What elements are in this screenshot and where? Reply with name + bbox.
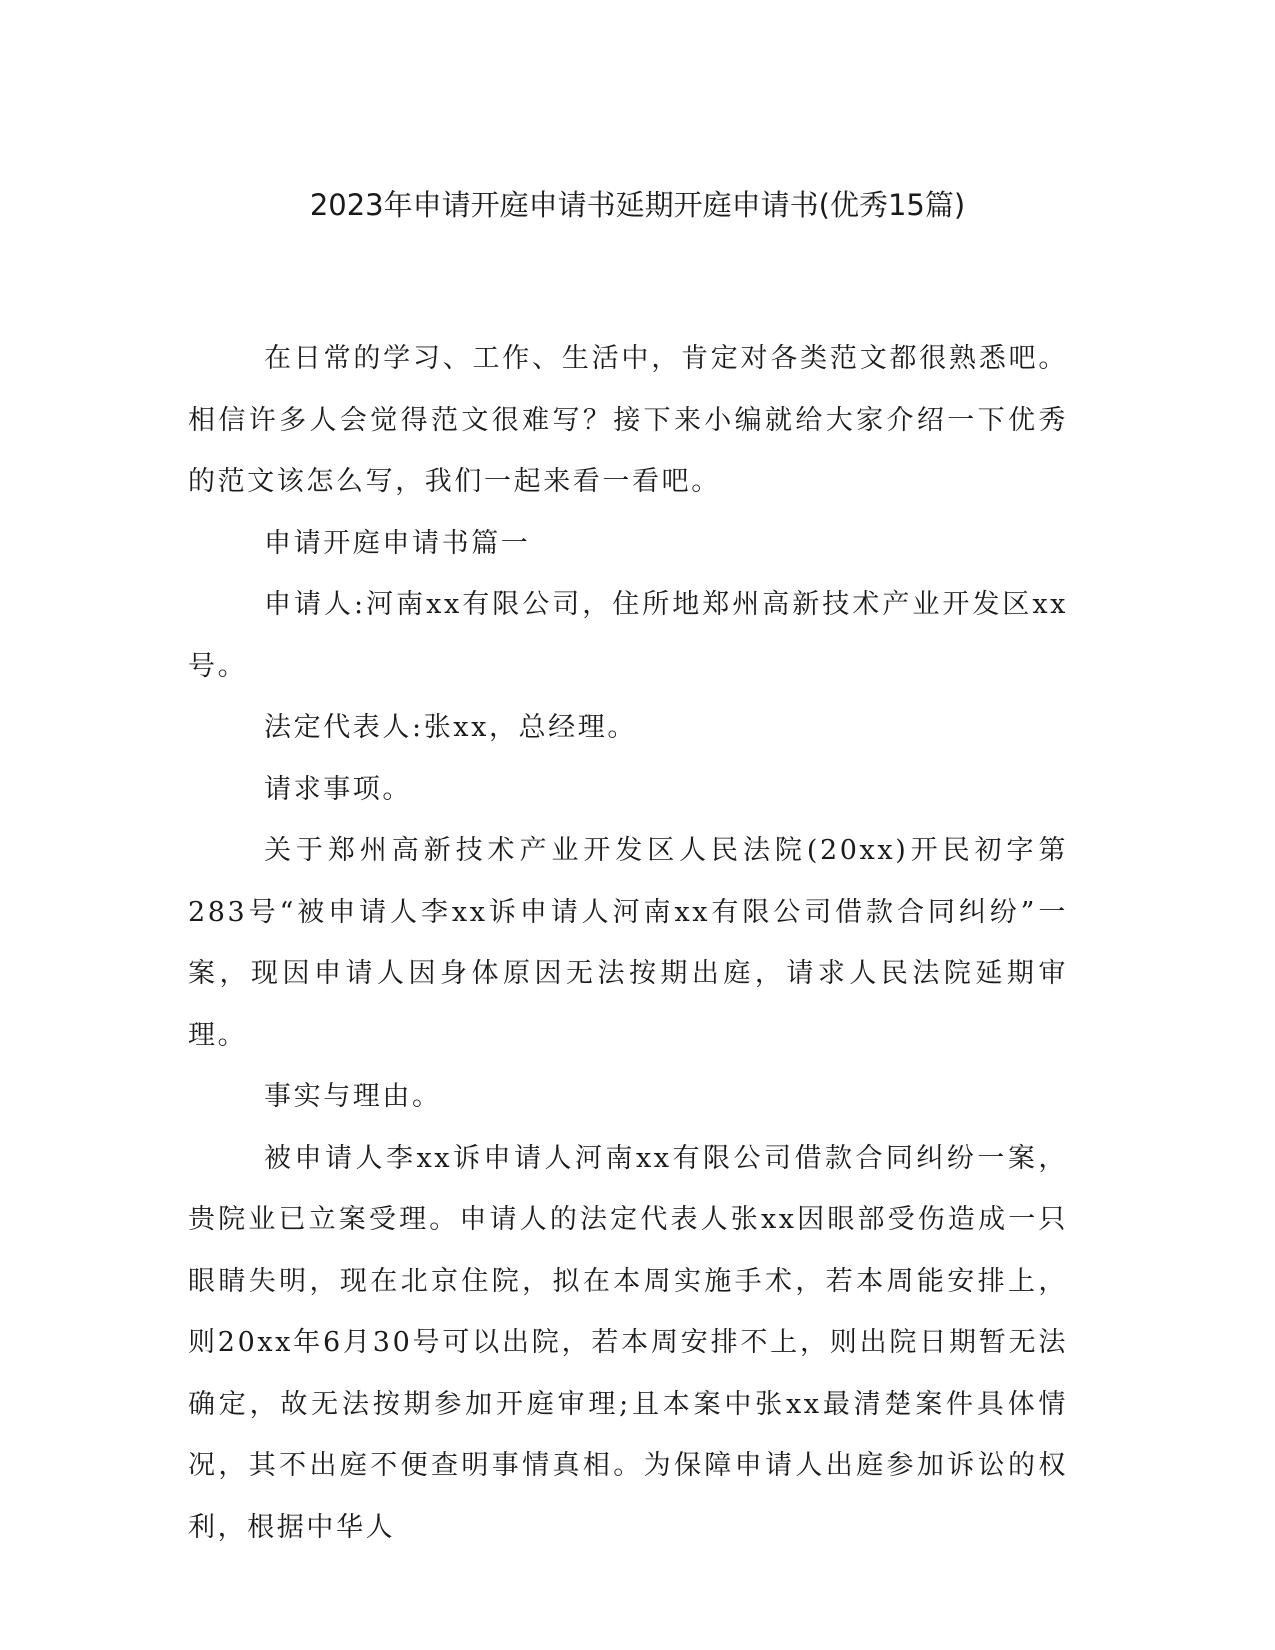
request-paragraph: 关于郑州高新技术产业开发区人民法院(20xx)开民初字第283号“被申请人李xx诉申请人河南xx有限公司借款合同纠纷”一案，现因申请人因身体原因无法按期出庭，请求人民法院延期审理。 <box>188 835 1068 1051</box>
document-body <box>188 328 1068 1558</box>
intro-paragraph: 在日常的学习、工作、生活中，肯定对各类范文都很熟悉吧。相信许多人会觉得范文很难写？接下来小编就给大家介绍一下优秀的范文该怎么写，我们一起来看一看吧。 <box>188 343 1068 497</box>
legal-representative-paragraph: 法定代表人:张xx，总经理。 <box>264 712 637 743</box>
request-heading: 请求事项。 <box>264 773 412 805</box>
document-title: 2023年申请开庭申请书延期开庭申请书(优秀15篇) <box>309 188 966 222</box>
facts-heading: 事实与理由。 <box>264 1081 442 1112</box>
applicant-paragraph: 申请人:河南xx有限公司，住所地郑州高新技术产业开发区xx号。 <box>188 589 1068 682</box>
facts-paragraph: 被申请人李xx诉申请人河南xx有限公司借款合同纠纷一案，贵院业已立案受理。申请人的法定代表人张xx因眼部受伤造成一只眼睛失明，现在北京住院，拟在本周实施手术，若本周能安排上，则20xx年6月30号可以出院，若本周安排不上，则出院日期暂无法确定，故无法按期参加开庭审理;且本案中张xx最清楚案件具体情况，其不出庭不便查明事情真相。为保障申请人出庭参加诉讼的权利，根据中华人 <box>188 1142 1068 1543</box>
section-heading-1: 申请开庭申请书篇一 <box>264 527 531 559</box>
